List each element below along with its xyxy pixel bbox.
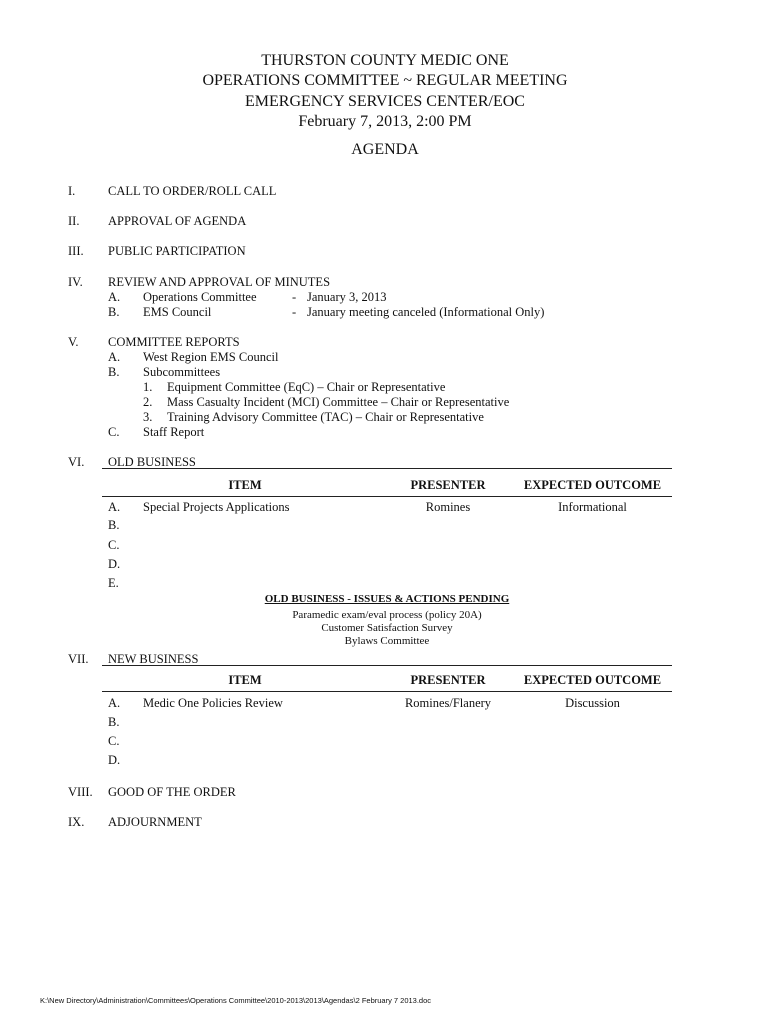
- sublist-item: Training Advisory Committee (TAC) – Chair or Representative: [167, 410, 484, 424]
- column-header-outcome: EXPECTED OUTCOME: [523, 478, 662, 492]
- section-num: VII.: [68, 652, 89, 666]
- column-header-presenter: PRESENTER: [410, 478, 486, 492]
- table-row-label: D.: [108, 557, 121, 571]
- pending-item: Customer Satisfaction Survey: [321, 622, 453, 634]
- table-row-label: B.: [108, 518, 120, 532]
- list-detail: January meeting canceled (Informational Only): [307, 305, 545, 319]
- table-row-outcome: Discussion: [565, 696, 620, 710]
- header-date: February 7, 2013, 2:00 PM: [298, 113, 472, 130]
- section-num: VIII.: [68, 785, 93, 799]
- pending-item: Paramedic exam/eval process (policy 20A): [292, 609, 482, 621]
- sublist-label: 1.: [143, 380, 153, 394]
- table-rule-header: [102, 496, 672, 497]
- footer-file-path: K:\New Directory\Administration\Committees\Operations Committee\2010-2013\2013\Agendas\2 February 7 2013.doc: [40, 996, 432, 1005]
- section-title: GOOD OF THE ORDER: [108, 785, 236, 799]
- table-rule-top: [102, 665, 672, 666]
- section-title: OLD BUSINESS: [108, 455, 196, 469]
- section-title: REVIEW AND APPROVAL OF MINUTES: [108, 275, 331, 289]
- table-row-label: D.: [108, 753, 121, 767]
- list-dash: -: [292, 290, 297, 304]
- list-item: West Region EMS Council: [143, 350, 279, 364]
- section-title: COMMITTEE REPORTS: [108, 335, 240, 349]
- list-label: B.: [108, 305, 120, 319]
- table-row-label: B.: [108, 715, 120, 729]
- sublist-item: Equipment Committee (EqC) – Chair or Representative: [167, 380, 446, 394]
- table-rule-top: [102, 468, 672, 469]
- list-label: A.: [108, 350, 121, 364]
- section-num: V.: [68, 335, 79, 349]
- table-row-item: Medic One Policies Review: [143, 696, 283, 710]
- section-title: APPROVAL OF AGENDA: [108, 214, 247, 228]
- sublist-label: 3.: [143, 410, 153, 424]
- column-header-outcome: EXPECTED OUTCOME: [523, 673, 662, 687]
- section-title: CALL TO ORDER/ROLL CALL: [108, 184, 277, 198]
- section-num: IX.: [68, 815, 85, 829]
- list-label: C.: [108, 425, 120, 439]
- pending-item: Bylaws Committee: [344, 635, 430, 647]
- section-title: ADJOURNMENT: [108, 815, 202, 829]
- table-row-presenter: Romines: [425, 500, 471, 514]
- list-item: Operations Committee: [143, 290, 257, 304]
- header-line-3: EMERGENCY SERVICES CENTER/EOC: [245, 93, 525, 110]
- header-line-1: THURSTON COUNTY MEDIC ONE: [261, 52, 509, 69]
- list-dash: -: [292, 305, 297, 319]
- column-header-item: ITEM: [228, 673, 262, 687]
- table-row-label: C.: [108, 734, 120, 748]
- list-label: B.: [108, 365, 120, 379]
- list-detail: January 3, 2013: [307, 290, 387, 304]
- header-line-2: OPERATIONS COMMITTEE ~ REGULAR MEETING: [202, 72, 568, 89]
- table-row-label: A.: [108, 500, 121, 514]
- section-num: I.: [68, 184, 76, 198]
- sublist-label: 2.: [143, 395, 153, 409]
- column-header-item: ITEM: [228, 478, 262, 492]
- table-row-presenter: Romines/Flanery: [404, 696, 492, 710]
- section-title: PUBLIC PARTICIPATION: [108, 244, 246, 258]
- list-label: A.: [108, 290, 121, 304]
- column-header-presenter: PRESENTER: [410, 673, 486, 687]
- list-item: Subcommittees: [143, 365, 221, 379]
- section-title: NEW BUSINESS: [108, 652, 199, 666]
- list-item: EMS Council: [143, 305, 212, 319]
- section-num: III.: [68, 244, 84, 258]
- section-num: VI.: [68, 455, 85, 469]
- table-row-outcome: Informational: [558, 500, 627, 514]
- agenda-title: AGENDA: [351, 141, 419, 158]
- sublist-item: Mass Casualty Incident (MCI) Committee – Chair or Representative: [167, 395, 510, 409]
- table-rule-header: [102, 691, 672, 692]
- table-row-label: A.: [108, 696, 121, 710]
- list-item: Staff Report: [143, 425, 205, 439]
- section-num: II.: [68, 214, 80, 228]
- table-row-label: C.: [108, 538, 120, 552]
- table-row-label: E.: [108, 576, 119, 590]
- table-row-item: Special Projects Applications: [143, 500, 290, 514]
- section-num: IV.: [68, 275, 83, 289]
- pending-title: OLD BUSINESS - ISSUES & ACTIONS PENDING: [264, 593, 510, 605]
